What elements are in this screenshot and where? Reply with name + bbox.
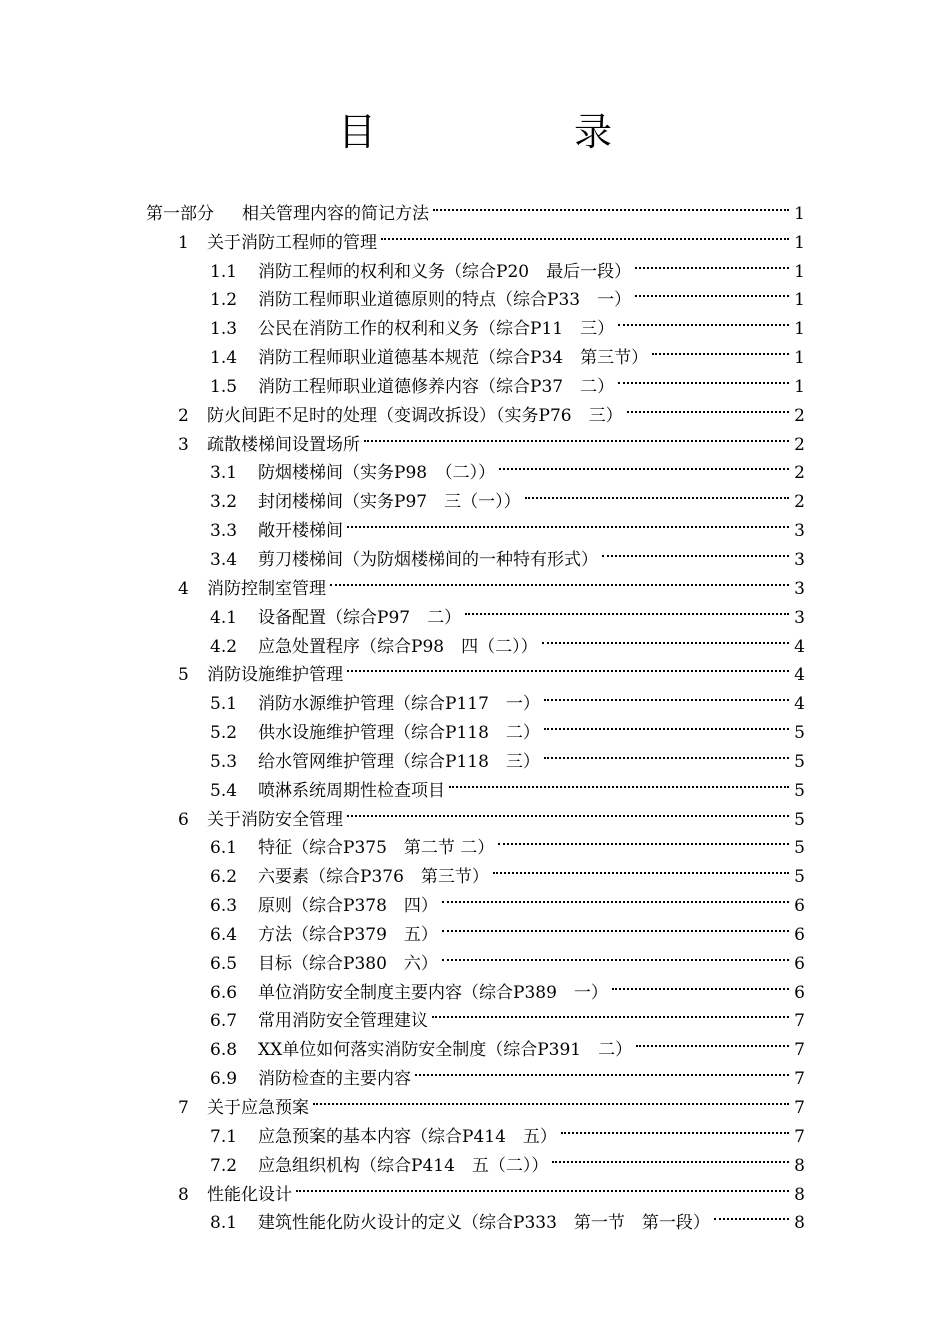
toc-dot-leader [618,305,789,334]
toc-dot-leader [432,998,789,1027]
toc-entry-number: 5.1 [210,694,238,715]
toc-entry[interactable] [0,507,950,542]
toc-dot-leader [330,565,789,594]
toc-entry-title: 单位消防安全制度主要内容（综合P389 一） [258,982,608,1003]
toc-entry-number: 8.1 [210,1213,238,1234]
toc-dot-leader [313,1084,789,1113]
toc-dot-leader [347,507,789,536]
toc-entry-title: 建筑性能化防火设计的定义（综合P333 第一节 第一段） [258,1213,710,1234]
toc-entry-page-number: 2 [794,463,805,484]
toc-dot-leader [602,536,789,565]
toc-entry-number: 3.2 [210,492,238,513]
toc-dot-leader [493,853,789,882]
toc-entry-title: 特征（综合P375 第二节 二） [258,838,495,859]
toc-entry[interactable] [0,969,950,1003]
toc-entry-title: 原则（综合P378 四） [258,896,438,917]
toc-entry[interactable] [0,1171,950,1205]
toc-entry[interactable] [0,1026,950,1061]
toc-dot-leader [618,363,789,392]
toc-entry[interactable] [0,680,950,715]
toc-entry[interactable] [0,1113,950,1147]
toc-entry-number: 5.2 [210,723,238,744]
toc-dot-leader [415,1055,789,1084]
toc-entry-title: 常用消防安全管理建议 [258,1011,428,1032]
toc-entry-number: 3.1 [210,463,238,484]
toc-dot-leader [449,767,789,796]
toc-dot-leader [636,1026,789,1055]
toc-entry-title: 防烟楼梯间（实务P98 （二）） [258,463,496,484]
toc-entry[interactable] [0,1084,950,1118]
toc-entry-page-number: 1 [794,261,805,282]
toc-entry[interactable] [0,767,950,801]
toc-entry-title: 给水管网维护管理（综合P118 三） [258,751,540,772]
toc-entry-page-number: 6 [794,924,805,945]
toc-entry[interactable] [0,882,950,917]
toc-entry-title: 关于应急预案 [207,1098,309,1118]
toc-entry-page-number: 5 [794,780,805,801]
toc-entry-title: 喷淋系统周期性检查项目 [258,780,445,801]
toc-entry-page-number: 4 [794,636,805,657]
toc-entry-number: 6.2 [210,867,238,888]
toc-entry[interactable] [0,796,950,830]
toc-entry-number: 6.3 [210,896,238,917]
toc-entry-number: 3.3 [210,521,238,542]
toc-entry-number: 4 [178,578,189,599]
toc-entry[interactable] [0,392,950,426]
toc-entry-number: 3.4 [210,549,238,570]
toc-entry[interactable] [0,623,950,657]
toc-entry-title: 消防控制室管理 [207,578,326,599]
toc-entry-number: 1.2 [210,290,238,311]
toc-entry-number: 1.5 [210,376,238,397]
toc-entry-page-number: 3 [794,549,805,570]
toc-entry[interactable] [0,853,950,888]
toc-entry-title: 防火间距不足时的处理（变调改拆设）（实务P76 三） [207,405,623,426]
toc-entry-page-number: 4 [794,665,805,686]
toc-entry-title: 公民在消防工作的权利和义务（综合P11 三） [258,319,615,340]
toc-entry-page-number: 1 [794,348,805,369]
toc-entry-page-number: 6 [794,953,805,974]
toc-entry[interactable] [0,709,950,744]
toc-entry-number: 3 [178,434,189,455]
toc-entry[interactable] [0,652,950,686]
toc-entry-page-number: 7 [794,1098,805,1118]
toc-entry[interactable] [0,565,950,599]
toc-entry[interactable] [0,998,950,1032]
toc-entry-title: 性能化设计 [207,1184,292,1205]
toc-entry[interactable] [0,305,950,340]
toc-entry-title: 方法（综合P379 五） [258,924,438,945]
toc-entry-page-number: 1 [794,376,805,397]
toc-entry-number: 6.8 [210,1040,238,1061]
toc-entry[interactable] [0,190,950,224]
toc-dot-leader [635,277,789,306]
toc-entry-page-number: 8 [794,1155,805,1176]
toc-entry-page-number: 7 [794,1040,805,1061]
toc-dot-leader [347,652,789,681]
toc-dot-leader [544,709,789,738]
toc-dot-leader [652,334,789,363]
toc-entry-number: 1 [178,232,189,253]
toc-dot-leader [561,1113,789,1142]
toc-entry-title: 关于消防工程师的管理 [207,232,377,253]
toc-entry-number: 6.4 [210,924,238,945]
toc-entry-number: 第一部分 [146,203,214,224]
toc-entry[interactable] [0,1055,950,1090]
toc-entry-page-number: 2 [794,492,805,513]
toc-entry-title: 消防工程师的权利和义务（综合P20 最后一段） [258,261,632,282]
toc-dot-leader [442,911,789,940]
toc-entry[interactable] [0,277,950,311]
toc-entry-number: 4.1 [210,607,238,628]
toc-entry-number: 1.4 [210,348,238,369]
toc-entry-title: 疏散楼梯间设置场所 [207,434,360,455]
toc-entry-number: 8 [178,1184,189,1205]
toc-entry[interactable] [0,738,950,772]
toc-entry-title: XX单位如何落实消防安全制度（综合P391 二） [258,1040,633,1061]
toc-dot-leader [381,219,789,248]
toc-entry[interactable] [0,478,950,513]
toc-entry-page-number: 1 [794,290,805,311]
toc-dot-leader [498,825,789,854]
table-of-contents [0,190,950,1234]
toc-entry[interactable] [0,450,950,484]
toc-entry-page-number: 4 [794,694,805,715]
toc-entry[interactable] [0,536,950,570]
toc-entry-title: 消防设施维护管理 [207,665,343,686]
toc-entry-number: 7.2 [210,1155,238,1176]
toc-entry-number: 6.5 [210,953,238,974]
toc-dot-leader [442,882,789,911]
toc-entry-page-number: 8 [794,1213,805,1234]
toc-entry-page-number: 1 [794,203,805,224]
toc-entry[interactable] [0,363,950,397]
toc-entry-number: 1.3 [210,319,238,340]
toc-entry[interactable] [0,219,950,253]
toc-entry-page-number: 7 [794,1011,805,1032]
toc-entry-number: 6 [178,809,189,830]
toc-entry-number: 4.2 [210,636,238,657]
toc-entry-number: 2 [178,405,189,426]
toc-entry-title: 供水设施维护管理（综合P118 二） [258,723,540,744]
toc-entry-title: 相关管理内容的简记方法 [242,203,429,224]
toc-entry-page-number: 7 [794,1069,805,1090]
toc-dot-leader [544,738,789,767]
toc-entry-title: 消防水源维护管理（综合P117 一） [258,694,540,715]
toc-entry-page-number: 2 [794,434,805,455]
toc-entry-number: 6.1 [210,838,238,859]
toc-entry[interactable] [0,825,950,859]
toc-dot-leader [442,940,789,969]
toc-entry[interactable] [0,911,950,945]
toc-dot-leader [714,1200,789,1229]
toc-dot-leader [552,1142,789,1171]
toc-entry-title: 消防工程师职业道德基本规范（综合P34 第三节） [258,348,649,369]
toc-entry-number: 1.1 [210,261,238,282]
toc-entry-number: 6.7 [210,1011,238,1032]
toc-entry[interactable] [0,421,950,455]
toc-entry-page-number: 5 [794,751,805,772]
toc-entry-page-number: 5 [794,809,805,830]
toc-entry-page-number: 5 [794,723,805,744]
toc-dot-leader [347,796,789,825]
toc-entry-number: 5.3 [210,751,238,772]
toc-dot-leader [542,623,789,652]
toc-entry-title: 应急预案的基本内容（综合P414 五） [258,1126,557,1147]
toc-entry-page-number: 5 [794,867,805,888]
toc-entry-title: 消防工程师职业道德修养内容（综合P37 二） [258,376,615,397]
toc-dot-leader [627,392,789,421]
toc-entry-page-number: 5 [794,838,805,859]
toc-dot-leader [544,680,789,709]
toc-entry-title: 六要素（综合P376 第三节） [258,867,489,888]
toc-entry[interactable] [0,334,950,369]
toc-entry-page-number: 6 [794,896,805,917]
toc-entry-page-number: 3 [794,578,805,599]
toc-entry[interactable] [0,594,950,628]
toc-entry[interactable] [0,248,950,282]
toc-entry-title: 消防检查的主要内容 [258,1069,411,1090]
toc-entry-page-number: 2 [794,405,805,426]
toc-dot-leader [465,594,789,623]
toc-entry-title: 消防工程师职业道德原则的特点（综合P33 一） [258,290,632,311]
toc-entry-page-number: 1 [794,319,805,340]
toc-entry-page-number: 8 [794,1184,805,1205]
toc-entry-number: 6.6 [210,982,238,1003]
toc-entry-number: 7 [178,1098,189,1118]
toc-entry-page-number: 3 [794,521,805,542]
toc-entry[interactable] [0,1200,950,1234]
toc-dot-leader [612,969,789,998]
toc-dot-leader [433,190,789,219]
toc-dot-leader [635,248,789,277]
toc-entry-title: 封闭楼梯间（实务P97 三（一）） [258,492,521,513]
toc-dot-leader [525,478,789,507]
toc-entry-title: 敞开楼梯间 [258,521,343,542]
toc-entry[interactable] [0,940,950,974]
toc-entry[interactable] [0,1142,950,1176]
toc-entry-number: 6.9 [210,1069,238,1090]
toc-entry-title: 目标（综合P380 六） [258,953,438,974]
toc-entry-page-number: 1 [794,232,805,253]
page-title: 目 录 [337,110,692,154]
toc-entry-number: 7.1 [210,1126,238,1147]
toc-entry-title: 剪刀楼梯间（为防烟楼梯间的一种特有形式） [258,549,598,570]
toc-dot-leader [364,421,789,450]
toc-dot-leader [499,450,789,479]
toc-entry-page-number: 3 [794,607,805,628]
toc-entry-number: 5.4 [210,780,238,801]
toc-entry-title: 设备配置（综合P97 二） [258,607,462,628]
toc-entry-title: 应急处置程序（综合P98 四（二）） [258,636,538,657]
toc-entry-title: 关于消防安全管理 [207,809,343,830]
toc-dot-leader [296,1171,789,1200]
toc-entry-title: 应急组织机构（综合P414 五（二）） [258,1155,549,1176]
toc-entry-number: 5 [178,665,189,686]
toc-entry-page-number: 6 [794,982,805,1003]
toc-entry-page-number: 7 [794,1126,805,1147]
